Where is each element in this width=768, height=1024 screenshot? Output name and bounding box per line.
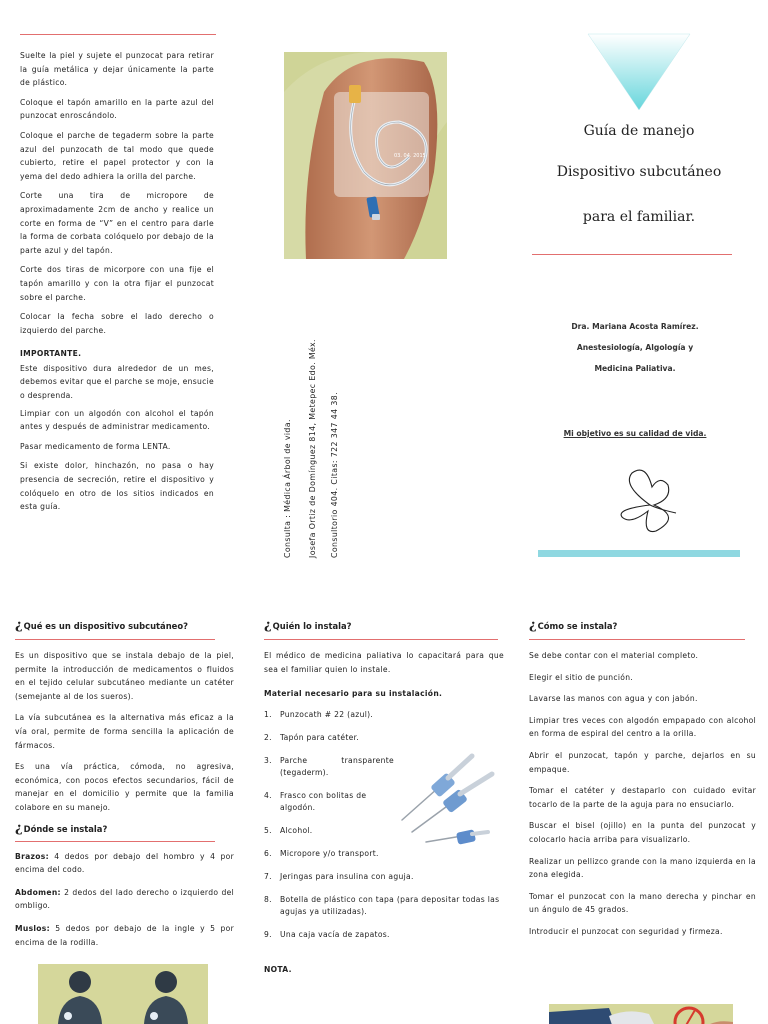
step-item: Abrir el punzocat, tapón y parche, dejarlos en su empaque. [529, 750, 756, 774]
step-item: Limpiar tres veces con algodón empapado con alcohol en forma de espiral del centro a la orilla. [529, 715, 756, 739]
column-how [529, 618, 756, 939]
paragraph: La vía subcutánea es la alternativa más eficaz a la vía oral, permite de forma sencilla la aplicación de fármacos. [15, 713, 234, 750]
column-rule [20, 34, 216, 35]
where-item-abdomen: Abdomen: 2 dedos del lado derecho o izquierdo del ombligo. [15, 887, 234, 911]
section-rule [264, 639, 498, 640]
step-item: Tomar el punzocat con la mano derecha y pinchar en un ángulo de 45 grados. [529, 891, 756, 915]
cover-accent-bar [538, 550, 740, 557]
step-item: Se debe contar con el material completo. [529, 651, 699, 660]
paragraph: Corte dos tiras de micorpore con una fije el tapón amarillo y con la otra fijar el punzocat sobre el parche. [20, 265, 214, 302]
section-title-what-is: ¿Qué es un dispositivo subcutáneo? [15, 618, 188, 633]
step-item: Elegir el sitio de punción. [529, 672, 634, 682]
body-silhouettes-illustration [38, 964, 208, 1024]
list-item: 7. Jeringas para insulina con aguja. [264, 871, 414, 881]
paragraph: Si existe dolor, hinchazón, no pasa o hay presencia de secreción, retire el dispositivo y colóquelo en otro de los sitios indicados en esta guía. [20, 461, 214, 512]
list-item: 9. Una caja vacía de zapatos. [264, 929, 390, 939]
cover-title-line-3: para el familiar. [582, 209, 696, 225]
hand-injection-photo [549, 1004, 733, 1024]
list-item: 1. Punzocath # 22 (azul). [264, 709, 374, 719]
paragraph: Es un dispositivo que se instala debajo de la piel, permite la introducción de medicamentos o fluidos en el tejido celular subcutáneo mediante un catéter (semejante al de los sueros). [15, 651, 234, 701]
photo-date-label: 03. 04. 2015 [394, 153, 426, 159]
column-what-is [15, 618, 234, 949]
paragraph: Coloque el tapón amarillo en la parte azul del punzocat enroscándolo. [20, 97, 214, 121]
paragraph: Coloque el parche de tegaderm sobre la parte azul del punzocath de tal modo que quede cubierto, retire el papel protector y con la yema del dedo adhiera la orilla del parche. [20, 130, 214, 181]
arm-catheter-photo [284, 52, 447, 259]
author-specialty: Anestesiología, Algología y [576, 343, 694, 352]
materials-heading: Material necesario para su instalación. [264, 689, 443, 699]
list-item: 2. Tapón para catéter. [264, 732, 360, 742]
author-name: Dra. Mariana Acosta Ramírez. [571, 322, 699, 331]
important-heading: IMPORTANTE. [20, 349, 82, 359]
author-specialty-2: Medicina Paliativa. [594, 364, 676, 373]
section-title-how: ¿Cómo se instala? [529, 618, 618, 633]
section-title-where: ¿Dónde se instala? [15, 820, 108, 836]
section-title-who: ¿Quién lo instala? [264, 618, 352, 633]
contact-line: Consulta : Médica Árbol de vida. [283, 419, 292, 558]
cover-panel [532, 0, 736, 600]
section-rule [529, 639, 745, 640]
step-item: Tomar el catéter y destaparlo con cuidado evitar tocarlo de la parte de la aguja para no ensuciarlo. [529, 786, 756, 809]
paragraph: Es una vía práctica, cómoda, no agresiva, económica, con pocos efectos secundarios, fácil de manejar en el domicilio y permite que la familia colabore en su manejo. [15, 762, 234, 812]
hand-injection-illustration [549, 1004, 733, 1024]
where-item-thighs: Muslos: 5 dedos por debajo de la ingle y 5 por encima de la rodilla. [15, 923, 234, 947]
step-item: Buscar el bisel (ojillo) en la punta del punzocat y colocarlo hacia arriba para visualizarlo. [529, 821, 756, 844]
brochure-inside [0, 618, 768, 1024]
paragraph: El médico de medicina paliativa lo capacitará para que sea el familiar quien lo instale. [264, 651, 504, 674]
motto-link[interactable]: Mi objetivo es su calidad de vida. [563, 429, 707, 438]
contact-line: Consultorio 404. Citas: 722 347 44 38. [330, 392, 339, 558]
cover-rule [532, 254, 732, 255]
cover-title-line-2: Dispositivo subcutáneo [556, 164, 722, 180]
list-item: 8. Botella de plástico con tapa (para depositar todas las agujas ya utilizadas). [264, 894, 500, 916]
body-sites-image [38, 964, 208, 1024]
list-item: 3. Parche transparente (tegaderm). [264, 755, 394, 777]
step-item: Introducir el punzocat con seguridad y firmeza. [529, 926, 723, 936]
step-item: Lavarse las manos con agua y con jabón. [529, 694, 698, 704]
column-instructions-continued [20, 34, 214, 514]
note-heading: NOTA. [264, 964, 292, 974]
paragraph: Suelte la piel y sujete el punzocat para retirar la guía metálica y dejar únicamente la parte de plástico. [20, 51, 214, 88]
list-item: 4. Frasco con bolitas de algodón. [264, 790, 367, 812]
step-item: Realizar un pellizco grande con la mano izquierda en la zona elegida. [529, 856, 756, 880]
contact-line: Josefa Ortiz de Domínguez 814, Metepec Edo. Méx. [308, 339, 317, 558]
paragraph: Limpiar con un algodón con alcohol el tapón antes y después de administrar medicamento. [20, 408, 214, 432]
list-item: 5. Alcohol. [264, 825, 313, 835]
list-item: 6. Micropore y/o transport. [264, 848, 379, 858]
section-rule [15, 841, 215, 842]
where-item-arms: Brazos: 4 dedos por debajo del hombro y 4 por encima del codo. [15, 851, 234, 875]
butterfly-logo-icon [612, 465, 692, 541]
section-rule [15, 639, 215, 640]
paragraph: Corte una tira de micropore de aproximadamente 2cm de ancho y realice un corte en forma de “V” en el centro para darle la forma de corbata colóquelo por debajo de la parte azul y del tapón. [20, 191, 214, 255]
paragraph: Pasar medicamento de forma LENTA. [20, 441, 171, 451]
paragraph: Colocar la fecha sobre el lado derecho o izquierdo del parche. [20, 312, 214, 335]
paragraph: Este dispositivo dura alrededor de un mes, debemos evitar que el parche se moje, ensucie o desprenda. [20, 363, 214, 401]
cover-title-line-1: Guía de manejo [583, 123, 695, 139]
catheter-needles-illustration [392, 736, 502, 846]
arm-photo-illustration [284, 52, 447, 259]
